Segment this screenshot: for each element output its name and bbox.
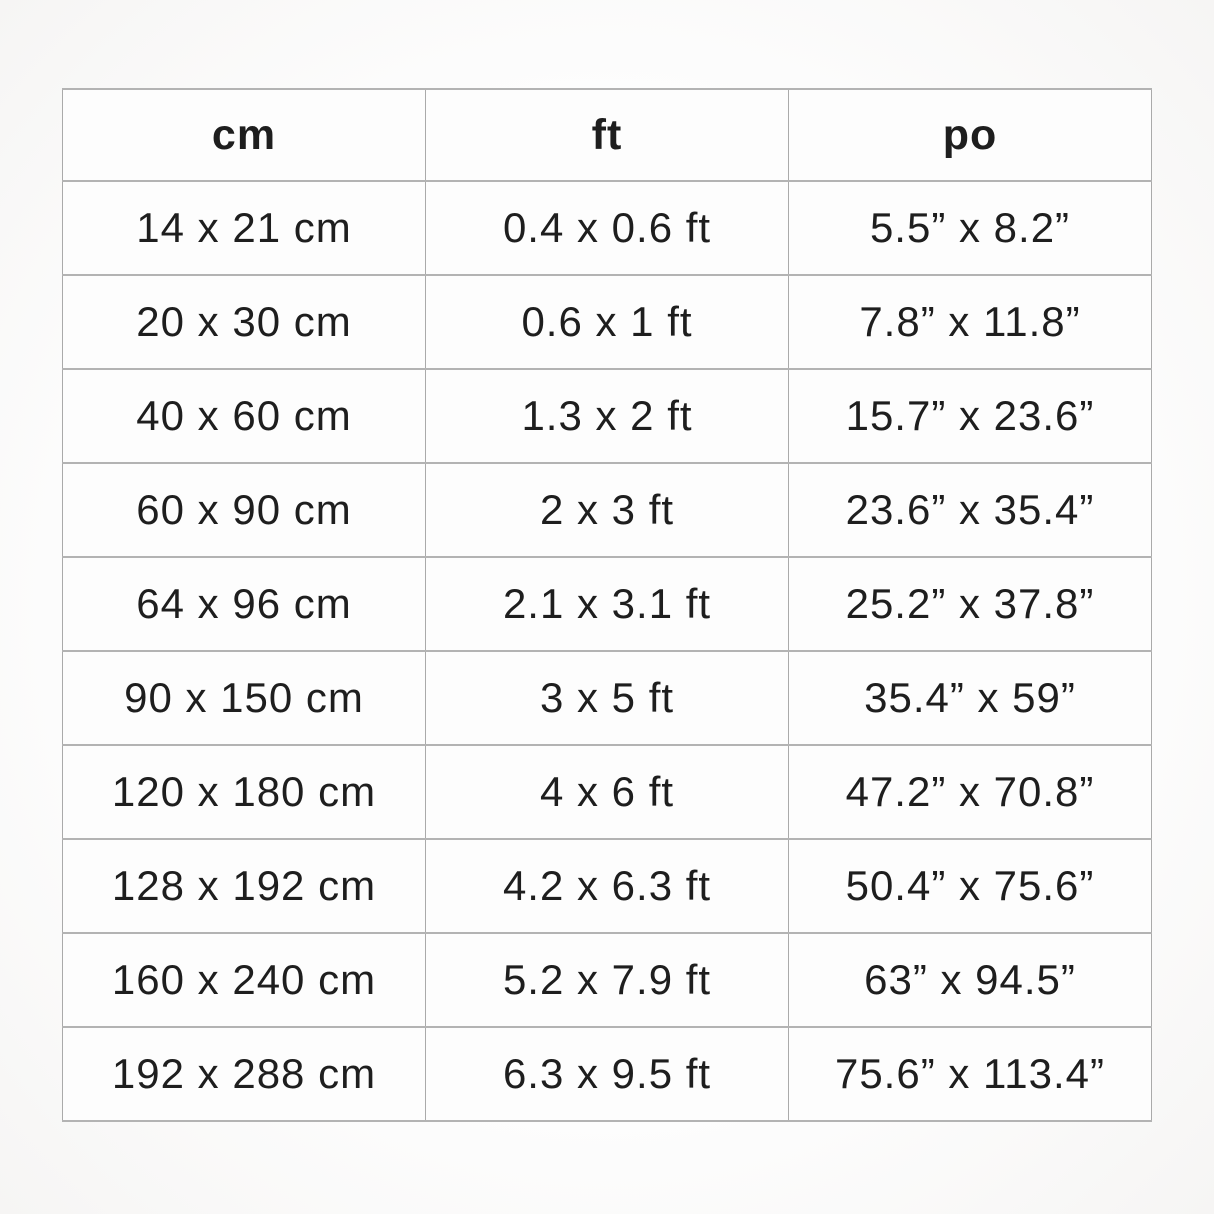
table-body xyxy=(63,181,1152,1121)
table-cell-ft: 1.3 x 2 ft xyxy=(426,369,789,463)
table-cell-ft: 0.6 x 1 ft xyxy=(426,275,789,369)
table-row xyxy=(63,651,1152,745)
size-conversion-table-container xyxy=(62,88,1152,1122)
table-cell-cm: 14 x 21 cm xyxy=(63,181,426,275)
table-cell-po: 23.6” x 35.4” xyxy=(789,463,1152,557)
header-cell-po: po xyxy=(789,89,1152,181)
table-row xyxy=(63,839,1152,933)
table-cell-cm: 90 x 150 cm xyxy=(63,651,426,745)
table-cell-cm: 192 x 288 cm xyxy=(63,1027,426,1121)
table-cell-ft: 0.4 x 0.6 ft xyxy=(426,181,789,275)
table-cell-po: 7.8” x 11.8” xyxy=(789,275,1152,369)
table-cell-po: 35.4” x 59” xyxy=(789,651,1152,745)
table-row xyxy=(63,181,1152,275)
table-cell-cm: 20 x 30 cm xyxy=(63,275,426,369)
table-cell-ft: 4 x 6 ft xyxy=(426,745,789,839)
table-cell-cm: 40 x 60 cm xyxy=(63,369,426,463)
table-cell-po: 50.4” x 75.6” xyxy=(789,839,1152,933)
table-cell-po: 25.2” x 37.8” xyxy=(789,557,1152,651)
table-cell-ft: 4.2 x 6.3 ft xyxy=(426,839,789,933)
table-cell-cm: 60 x 90 cm xyxy=(63,463,426,557)
header-row xyxy=(63,89,1152,181)
table-cell-cm: 64 x 96 cm xyxy=(63,557,426,651)
table-cell-po: 47.2” x 70.8” xyxy=(789,745,1152,839)
table-row xyxy=(63,1027,1152,1121)
table-cell-cm: 160 x 240 cm xyxy=(63,933,426,1027)
table-cell-ft: 2 x 3 ft xyxy=(426,463,789,557)
table-row xyxy=(63,275,1152,369)
table-header xyxy=(63,89,1152,181)
table-cell-ft: 5.2 x 7.9 ft xyxy=(426,933,789,1027)
table-cell-po: 15.7” x 23.6” xyxy=(789,369,1152,463)
table-cell-cm: 128 x 192 cm xyxy=(63,839,426,933)
table-row xyxy=(63,745,1152,839)
table-cell-ft: 2.1 x 3.1 ft xyxy=(426,557,789,651)
table-cell-po: 63” x 94.5” xyxy=(789,933,1152,1027)
table-cell-ft: 6.3 x 9.5 ft xyxy=(426,1027,789,1121)
table-cell-po: 75.6” x 113.4” xyxy=(789,1027,1152,1121)
table-row xyxy=(63,463,1152,557)
table-cell-po: 5.5” x 8.2” xyxy=(789,181,1152,275)
size-conversion-table xyxy=(62,88,1152,1122)
header-cell-ft: ft xyxy=(426,89,789,181)
table-cell-cm: 120 x 180 cm xyxy=(63,745,426,839)
table-cell-ft: 3 x 5 ft xyxy=(426,651,789,745)
header-cell-cm: cm xyxy=(63,89,426,181)
table-row xyxy=(63,369,1152,463)
table-row xyxy=(63,557,1152,651)
table-row xyxy=(63,933,1152,1027)
